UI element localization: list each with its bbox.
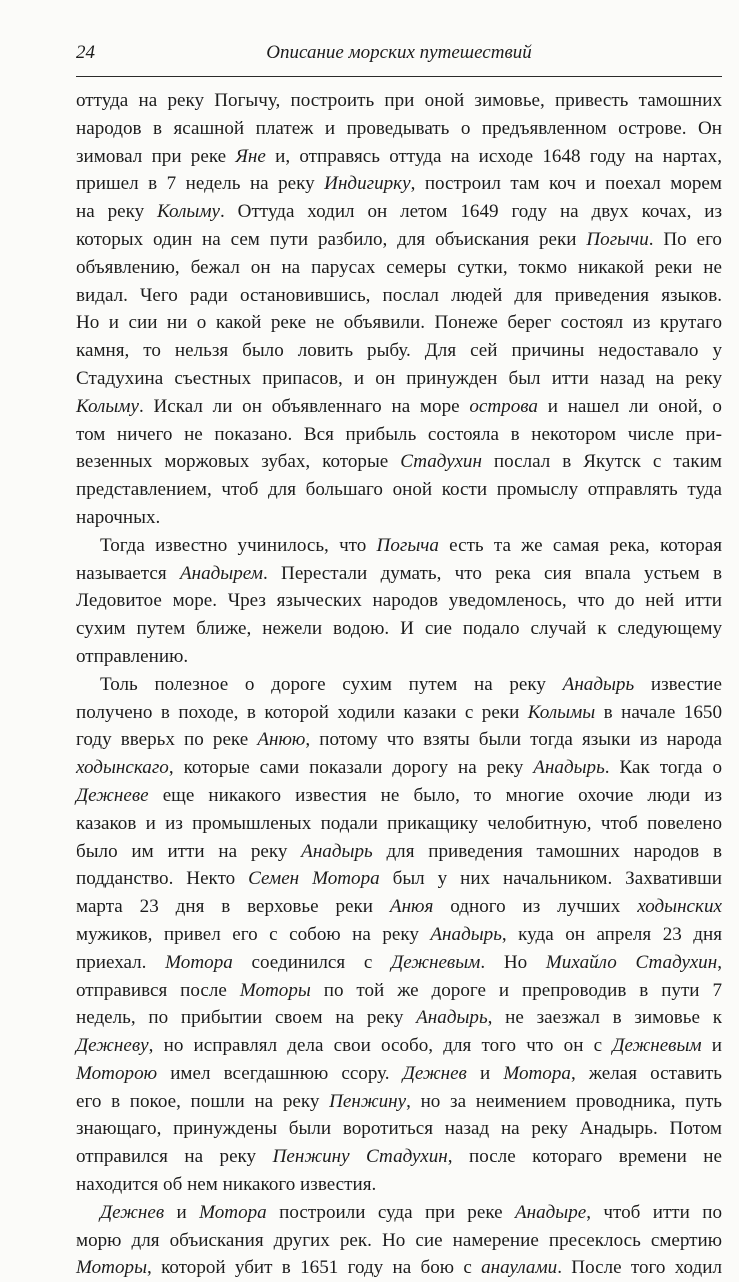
text-line <box>76 1227 722 1255</box>
text-line <box>76 421 722 449</box>
text-run: есть та же самая река, которая <box>438 534 722 556</box>
text-line <box>76 615 722 643</box>
text-line <box>76 1060 722 1088</box>
text-run: . Искал ли он объявленнаго на море <box>138 395 470 417</box>
text-run: соединился с <box>232 951 392 973</box>
italic-name: Стадухин <box>400 451 482 473</box>
text-run: известие <box>634 673 723 695</box>
text-line <box>76 921 722 949</box>
text-run: . По его <box>648 228 722 250</box>
text-run: морю для объискания других рек. Но сие намерение пресеклось смертию <box>76 1229 722 1251</box>
text-run: которых один на сем пути разбило, для объискания реки <box>76 228 587 250</box>
text-line <box>76 282 722 310</box>
text-run: отправився после <box>76 979 240 1001</box>
text-run: мужиков, привел его с собою на реку <box>76 923 431 945</box>
text-run: для приведения тамошних народов в <box>372 840 722 862</box>
page-header <box>76 40 722 77</box>
italic-name: Колыму <box>157 201 220 223</box>
text-run: Стадухина съестных припасов, и он принужден был итти назад на реку <box>76 367 722 389</box>
italic-name: Пенжину <box>329 1090 407 1112</box>
text-run: в начале 1650 <box>595 701 722 723</box>
text-line <box>76 143 722 171</box>
text-run: и <box>701 1035 722 1057</box>
text-run: марта 23 дня в верховье реки <box>76 896 390 918</box>
italic-name: Дежнев <box>402 1062 467 1084</box>
text-run: году вверьх по реке <box>76 729 258 751</box>
italic-name: Пенжину Стадухин <box>272 1146 448 1168</box>
text-run: был у них начальником. Захвативши <box>379 868 722 890</box>
text-line <box>76 671 722 699</box>
text-run: . После того ходил <box>557 1257 722 1279</box>
italic-name: Мотора <box>165 951 233 973</box>
text-line <box>76 726 722 754</box>
text-line <box>76 754 722 782</box>
text-run: , после котораго времени не <box>447 1146 722 1168</box>
text-line <box>76 949 722 977</box>
text-line <box>76 893 722 921</box>
text-line <box>76 838 722 866</box>
italic-name: Дежневе <box>76 784 149 806</box>
italic-name: ходынскаго <box>76 757 169 779</box>
body-text <box>76 87 722 1282</box>
italic-name: Анюя <box>389 896 434 918</box>
text-run: , не заезжал в зимовье к <box>487 1007 722 1029</box>
italic-name: Анюю <box>257 729 306 751</box>
text-run: и <box>164 1201 200 1223</box>
text-run: . Но <box>480 951 546 973</box>
italic-name: Дежневым <box>391 951 481 973</box>
text-run: имел всегдашнюю ссору. <box>157 1062 403 1084</box>
text-run: отправился на реку <box>76 1146 273 1168</box>
text-run: и, отправясь оттуда на исходе 1648 году на нартах, <box>265 145 722 167</box>
text-run: , чтоб итти по <box>586 1201 722 1223</box>
italic-name: Моторы <box>239 979 311 1001</box>
italic-name: Семен Мотора <box>248 868 380 890</box>
text-run: недель, по прибытии своем на реку <box>76 1007 417 1029</box>
text-line <box>76 1115 722 1143</box>
italic-name: Анадырь <box>430 923 502 945</box>
text-run: , но за неимением проводника, путь <box>406 1090 722 1112</box>
text-run: народов в ясашной платеж и проведывать о предъявленном острове. Он <box>76 117 722 139</box>
running-title: Описание морских путешествий <box>266 42 532 63</box>
text-line <box>76 198 722 226</box>
text-run: , которые сами показали дорогу на реку <box>168 757 534 779</box>
italic-name: Анадырь <box>301 840 373 862</box>
italic-name: Яне <box>235 145 266 167</box>
text-run: Тогда известно учинилось, что <box>100 534 377 556</box>
italic-name: Мотора <box>199 1201 267 1223</box>
text-line <box>76 1254 722 1282</box>
text-run: построили суда при реке <box>266 1201 515 1223</box>
text-run: его в покое, пошли на реку <box>76 1090 330 1112</box>
text-run: одного из лучших <box>433 896 638 918</box>
italic-name: Моторою <box>76 1062 158 1084</box>
italic-name: Анадыре <box>514 1201 587 1223</box>
text-run: , потому что взяты были тогда языки из народа <box>305 729 723 751</box>
italic-name: Анадырь <box>533 757 605 779</box>
text-line <box>76 226 722 254</box>
text-run: везенных моржовых зубах, которые <box>76 451 401 473</box>
text-run: отправлению. <box>76 645 189 667</box>
italic-name: Анадырем <box>179 562 263 584</box>
italic-name: Мотора <box>503 1062 571 1084</box>
page-number: 24 <box>76 42 95 63</box>
text-line <box>76 504 722 532</box>
italic-name: Погыча <box>376 534 439 556</box>
text-run: на реку <box>76 201 158 223</box>
text-line <box>76 254 722 282</box>
text-line <box>76 865 722 893</box>
text-run: Ледовитое море. Чрез языческих народов уведомленось, что до ней итти <box>76 590 722 612</box>
text-run: нарочных. <box>76 506 161 528</box>
text-run: , которой убит в 1651 году на бою с <box>147 1257 482 1279</box>
text-line <box>76 1143 722 1171</box>
text-line <box>76 587 722 615</box>
text-run: знающаго, принуждены были воротиться назад на реку Анадырь. Потом <box>76 1118 722 1140</box>
italic-name: Моторы <box>76 1257 147 1279</box>
text-line <box>76 1199 722 1227</box>
italic-name: Дежневу <box>76 1035 149 1057</box>
text-line <box>76 1088 722 1116</box>
text-line <box>76 782 722 810</box>
text-line <box>76 115 722 143</box>
italic-name: Погычи <box>586 228 649 250</box>
text-run: было им итти на реку <box>76 840 302 862</box>
text-line <box>76 87 722 115</box>
text-line <box>76 1004 722 1032</box>
text-line <box>76 810 722 838</box>
italic-name: Дежнев <box>100 1201 165 1223</box>
italic-name: острова <box>469 395 538 417</box>
italic-name: Михайло Стадухин <box>545 951 718 973</box>
text-run: послал в Якутск с таким <box>481 451 722 473</box>
text-line <box>76 977 722 1005</box>
text-run: , построил там коч и поехал морем <box>410 173 722 195</box>
text-run: и нашел ли оной, о <box>537 395 722 417</box>
text-run: по той же дороге и препроводив в пути 7 <box>310 979 722 1001</box>
text-line <box>76 365 722 393</box>
text-line <box>76 532 722 560</box>
text-run: находится об нем никакого известия. <box>76 1174 377 1196</box>
text-run: пришел в 7 недель на реку <box>76 173 325 195</box>
text-run: получено в походе, в которой ходили казаки с реки <box>76 701 528 723</box>
text-run: Но и сии ни о какой реке не объявили. Понеже берег состоял из крутаго <box>76 312 722 334</box>
text-run: . Как тогда о <box>604 757 723 779</box>
text-run: сухим путем ближе, нежели водою. И сие подало случай к следующему <box>76 618 722 640</box>
text-line <box>76 1171 722 1199</box>
text-run: и <box>466 1062 504 1084</box>
text-line <box>76 448 722 476</box>
text-run: , но исправлял дела свои особо, для того что он с <box>148 1035 613 1057</box>
text-run: Толь полезное о дороге сухим путем на реку <box>100 673 563 695</box>
text-run: , желая оставить <box>570 1062 722 1084</box>
text-run: еще никакого известия не было, то многие охочие люди из <box>148 784 722 806</box>
italic-name: Анадырь <box>416 1007 488 1029</box>
italic-name: анаулами <box>481 1257 558 1279</box>
italic-name: Колыму <box>76 395 139 417</box>
text-run: зимовал при реке <box>76 145 236 167</box>
text-line <box>76 393 722 421</box>
italic-name: ходынских <box>637 896 722 918</box>
text-line <box>76 309 722 337</box>
text-line <box>76 337 722 365</box>
text-run: , <box>717 951 722 973</box>
text-line <box>76 170 722 198</box>
text-line <box>76 1032 722 1060</box>
text-run: приехал. <box>76 951 166 973</box>
text-run: казаков и из промышленых подали прикащику челобитную, чтоб повелено <box>76 812 722 834</box>
text-line <box>76 643 722 671</box>
italic-name: Индигирку <box>324 173 411 195</box>
text-run: . Оттуда ходил он летом 1649 году на двух кочах, из <box>220 201 722 223</box>
text-run: камня, то нельзя было ловить рыбу. Для сей причины недоставало у <box>76 340 722 362</box>
text-line <box>76 699 722 727</box>
text-line <box>76 560 722 588</box>
text-line <box>76 476 722 504</box>
text-run: объявлению, бежал он на парусах семеры сутки, токмо никакой реки не <box>76 256 722 278</box>
text-run: подданство. Некто <box>76 868 249 890</box>
text-run: оттуда на реку Погычу, построить при оной зимовье, привесть тамошних <box>76 90 722 111</box>
text-run: , куда он апреля 23 дня <box>501 923 722 945</box>
italic-name: Дежневым <box>612 1035 702 1057</box>
text-run: . Перестали думать, что река сия впала устьем в <box>262 562 722 584</box>
text-run: видал. Чего ради остановившись, послал людей для приведения языков. <box>76 284 722 306</box>
text-run: представлением, чтоб для большаго оной кости промыслу отправлять туда <box>76 479 722 501</box>
text-run: называется <box>76 562 180 584</box>
italic-name: Анадырь <box>562 673 635 695</box>
italic-name: Колымы <box>527 701 596 723</box>
text-run: том ничего не показано. Вся прибыль состояла в некотором числе при- <box>76 423 722 445</box>
